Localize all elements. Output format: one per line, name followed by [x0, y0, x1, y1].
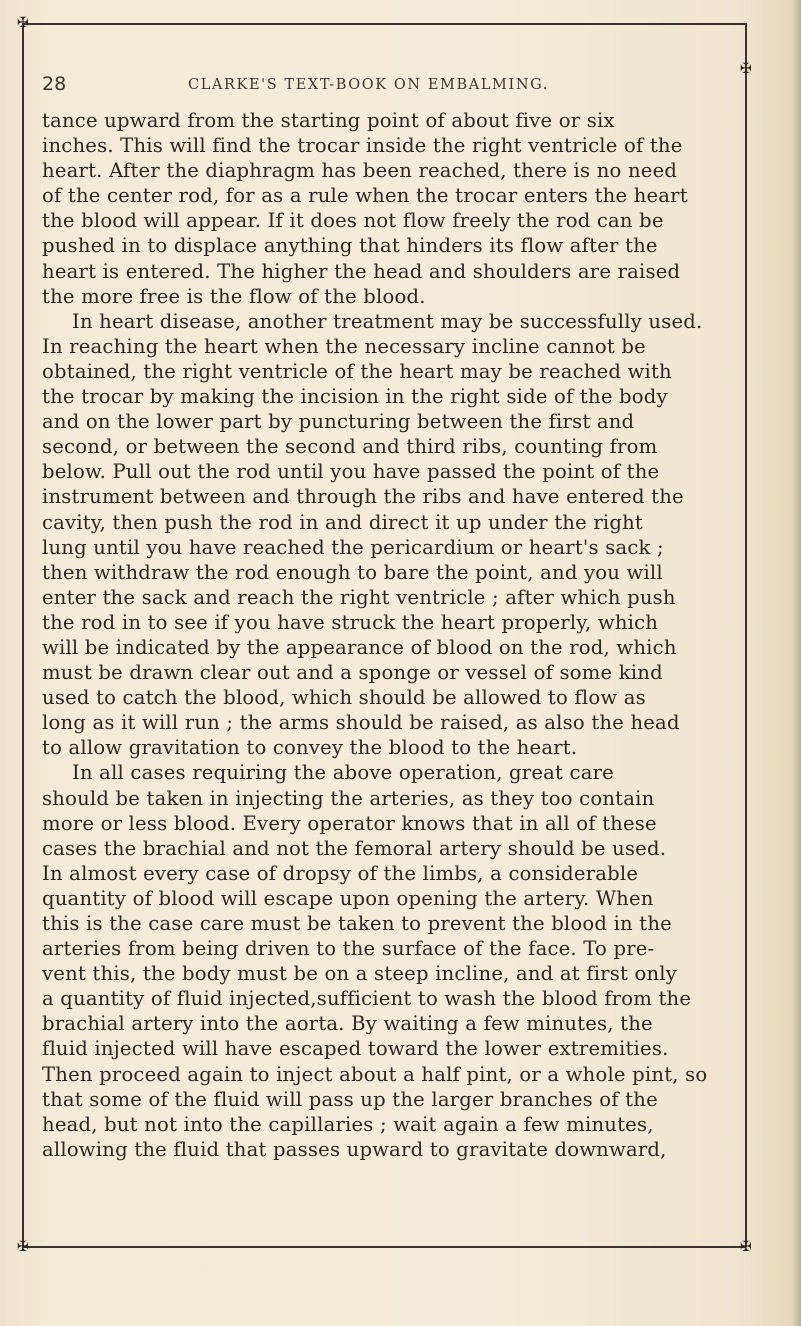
text-line: the trocar by making the incision in the right side of the body: [42, 385, 668, 409]
text-line: head, but not into the capillaries ; wait again a few minutes,: [42, 1112, 654, 1136]
text-line: the rod in to see if you have struck the heart properly, which: [42, 610, 659, 634]
border-rule-top: [22, 23, 746, 25]
text-line: the blood will appear. If it does not flow freely the rod can be: [42, 209, 664, 233]
text-line: lung until you have reached the pericardium or heart's sack ;: [42, 535, 664, 559]
text-line: In almost every case of dropsy of the limbs, a considerable: [42, 861, 639, 885]
text-line: allowing the fluid that passes upward to gravitate downward,: [42, 1137, 667, 1161]
text-line: vent this, the body must be on a steep incline, and at first only: [42, 962, 678, 986]
text-line: cases the brachial and not the femoral artery should be used.: [42, 836, 667, 860]
text-line: a quantity of fluid injected,sufficient to wash the blood from the: [42, 987, 692, 1011]
text-line: brachial artery into the aorta. By waiting a few minutes, the: [42, 1012, 653, 1036]
text-line: must be drawn clear out and a sponge or vessel of some kind: [42, 661, 663, 685]
text-line: heart is entered. The higher the head and shoulders are raised: [42, 259, 681, 283]
page-edge-shadow: [791, 0, 801, 1326]
border-rule-bottom: [22, 1246, 746, 1248]
text-line: tance upward from the starting point of about five or six: [42, 109, 615, 132]
page-number: 28: [42, 73, 67, 95]
text-line: heart. After the diaphragm has been reached, there is no need: [42, 159, 678, 183]
text-line: quantity of blood will escape upon opening the artery. When: [42, 886, 654, 910]
border-rule-right: [745, 23, 747, 1247]
text-line: Then proceed again to inject about a half pint, or a whole pint, so: [42, 1062, 708, 1086]
page-header: [42, 73, 732, 106]
text-line: of the center rod, for as a rule when the trocar enters the heart: [42, 184, 688, 208]
text-line: enter the sack and reach the right ventricle ; after which push: [42, 585, 676, 609]
text-line: should be taken in injecting the arteries, as they too contain: [42, 786, 655, 810]
text-line: that some of the fluid will pass up the larger branches of the: [42, 1087, 658, 1111]
text-line: pushed in to displace anything that hinders its flow after the: [42, 234, 658, 258]
paragraph-start-line: In all cases requiring the above operation, great care: [72, 761, 614, 785]
text-line: In reaching the heart when the necessary incline cannot be: [42, 334, 646, 358]
text-line: this is the case care must be taken to prevent the blood in the: [42, 912, 672, 935]
running-head: CLARKE'S TEXT-BOOK ON EMBALMING.: [188, 77, 549, 93]
text-line: and on the lower part by puncturing between the first and: [42, 410, 635, 434]
corner-ornament-icon: ✠: [17, 15, 29, 31]
text-line: arteries from being driven to the surface of the face. To pre-: [42, 937, 655, 961]
text-line: to allow gravitation to convey the blood to the heart.: [42, 736, 578, 760]
text-line: obtained, the right ventricle of the heart may be reached with: [42, 359, 672, 383]
text-line: then withdraw the rod enough to bare the point, and you will: [42, 560, 663, 584]
text-line: instrument between and through the ribs and have entered the: [42, 485, 684, 509]
text-line: used to catch the blood, which should be allowed to flow as: [42, 686, 646, 710]
text-line: long as it will run ; the arms should be raised, as also the head: [42, 711, 680, 735]
text-line: the more free is the flow of the blood.: [42, 284, 426, 308]
corner-ornament-icon: ✠: [740, 1239, 752, 1255]
text-line: more or less blood. Every operator knows that in all of these: [42, 811, 657, 835]
body-text: [42, 108, 732, 1162]
text-line: inches. This will find the trocar inside the right ventricle of the: [42, 134, 683, 158]
text-line: below. Pull out the rod until you have passed the point of the: [42, 460, 660, 484]
text-line: fluid injected will have escaped toward the lower extremities.: [42, 1037, 669, 1061]
corner-ornament-icon: ✠: [740, 61, 752, 77]
text-line: will be indicated by the appearance of blood on the rod, which: [42, 635, 677, 659]
paragraph-start-line: In heart disease, another treatment may be successfully used.: [72, 309, 703, 333]
text-line: second, or between the second and third ribs, counting from: [42, 435, 658, 459]
border-rule-left: [22, 23, 24, 1247]
corner-ornament-icon: ✠: [17, 1239, 29, 1255]
text-line: cavity, then push the rod in and direct it up under the right: [42, 510, 643, 534]
